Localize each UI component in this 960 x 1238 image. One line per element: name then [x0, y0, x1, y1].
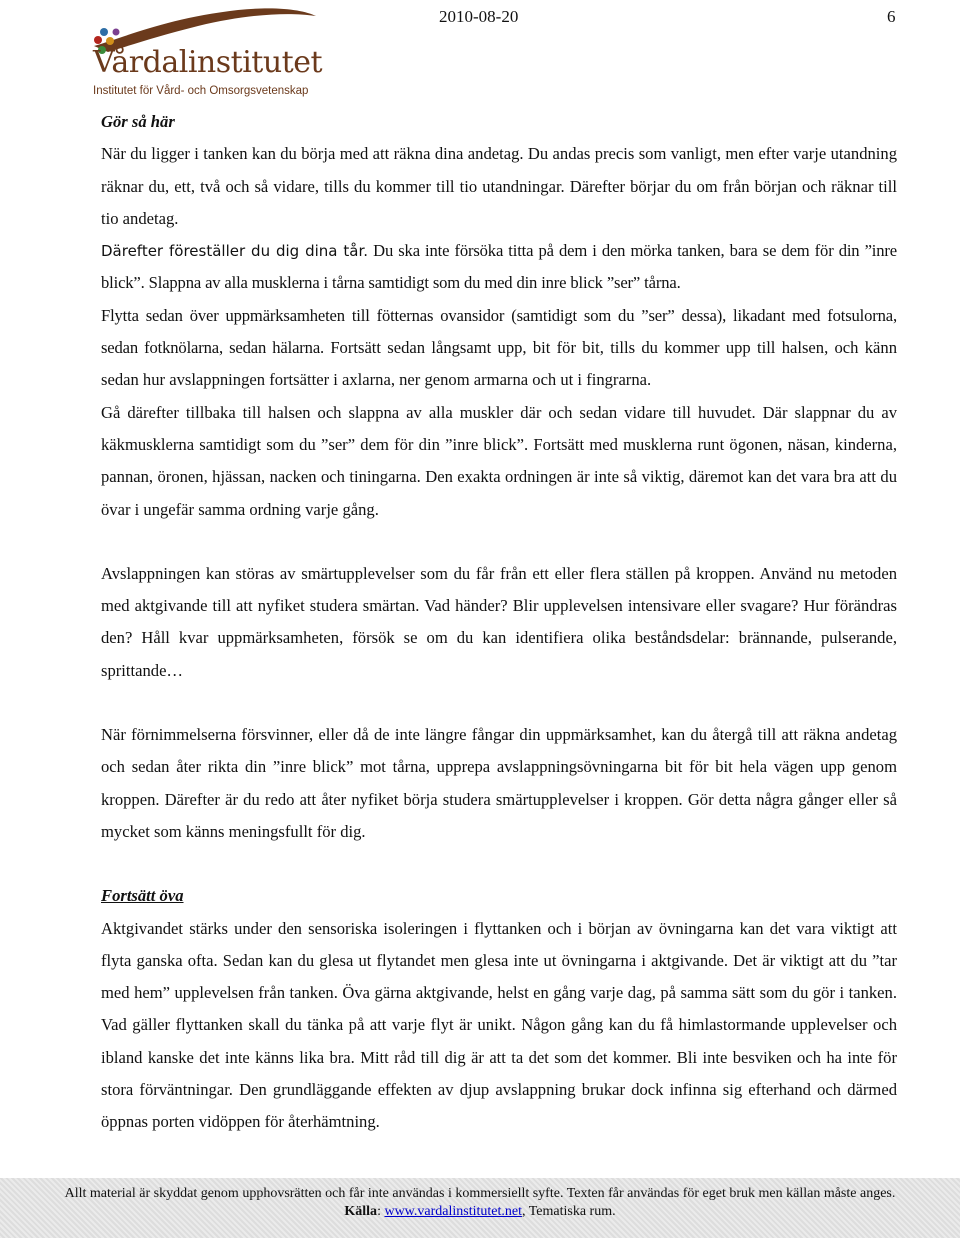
paragraph-toes	[101, 235, 897, 300]
paragraph-gap	[101, 526, 897, 558]
logo-subtitle: Institutet för Vård- och Omsorgsvetenskap	[93, 85, 309, 97]
paragraph-toes-part-a: Därefter föreställer du dig dina tår.	[101, 242, 368, 261]
paragraph-continue: Aktgivandet stärks under den sensoriska isoleringen i flyttanken och i början av övningarna kan det vara viktigt att flyta ganska ofta. Sedan kan du glesa ut flytandet men glesa inte ut övningarna i aktgivande. Det är viktigt att du ”tar med hem” upplevelsen från tanken. Öva gärna aktgivande, helst en gång varje dag, på samma sätt som du gör i tanken. Vad gäller flyttanken skall du tänka på att varje flyt är unikt. Någon gång kan du få himlastormande upplevelser och ibland kanske det inte känns lika bra. Mitt råd till dig är att ta det som det kommer. Bli inte besviken och ha inte för stora förväntningar. Den grundläggande effekten av djup avslappning brukar dock infinna sig efterhand och därmed öppnas porten vidöppen för återhämtning.	[101, 918, 897, 1132]
paragraph-toes-part-b: Du ska inte försöka titta på dem i den mörka tanken, bara se dem för din ”inre blick”.	[101, 241, 897, 293]
paragraph-feet	[101, 300, 897, 397]
paragraph-gap	[101, 687, 897, 719]
paragraph-pain: Avslappningen kan störas av smärtupplevelser som du får från ett eller flera ställen på kroppen. Använd nu metoden med aktgivande till att nyfiket studera smärtan. Vad händer? Blir upplevelsen intensivare eller svagare? Hur förändras den? Håll kvar uppmärksamheten, försök se om du kan identifiera olika beståndsdelar: brännande, pulserande, sprittande…	[101, 563, 897, 680]
source-line	[0, 1203, 960, 1221]
paragraph-neck-head: Gå därefter tillbaka till halsen och slappna av alla muskler där och sedan vidare till huvudet. Där slappnar du av käkmusklerna samtidigt som du ”ser” dem för din ”inre blick”. Fortsätt med musklerna runt ögonen, näsan, kinderna, pannan, öronen, hjässan, nacken och tiningarna. Den exakta ordningen är inte så viktig, däremot kan det vara bra att du övar i ungefär samma ordning varje gång.	[101, 402, 897, 519]
header-date: 2010-08-20	[439, 7, 519, 26]
paragraph-gap	[101, 848, 897, 880]
source-link[interactable]: www.vardalinstitutet.net	[384, 1204, 522, 1219]
document-body	[101, 106, 897, 1139]
vardalinstitutet-logo	[88, 6, 323, 102]
paragraph-return: När förnimmelserna försvinner, eller då de inte längre fångar din uppmärksamhet, kan du återgå till att räkna andetag och sedan åter rikta din ”inre blick” mot tårna, upprepa avslappningsövningarna bit för bit hela vägen upp genom kroppen. Därefter är du redo att åter nyfiket börja studera smärtupplevelser i kroppen. Gör detta några gånger eller så mycket som känns meningsfullt för dig.	[101, 725, 897, 841]
paragraph-feet-part-a: Flytta sedan över uppmärksamheten till fötternas ovansidor (samtidigt som du ”ser” dessa), likadant med fotsulorna, sedan fotknölarna, sedan hälarna.	[101, 305, 897, 358]
source-label: Källa	[344, 1204, 378, 1219]
copyright-notice: Allt material är skyddat genom upphovsrätten och får inte användas i kommersiellt syfte. Texten får användas för eget bruk men källan måste anges.	[64, 1186, 896, 1201]
paragraph-toes-part-c: Slappna av alla musklerna i tårna samtidigt som du med din inre blick ”ser” tårna.	[144, 273, 681, 293]
logo-name: Vårdalinstitutet	[93, 45, 323, 80]
source-rest: , Tematiska rum.	[521, 1204, 616, 1219]
paragraph-feet-part-b: Fortsätt sedan långsamt upp, bit för bit, tills du kommer upp till halsen, och känn sedan hur avslappningen fortsätter i axlarna, ner genom armarna och ut i fingrarna.	[101, 338, 897, 390]
page-number: 6	[887, 7, 896, 26]
source-separator: :	[377, 1204, 385, 1219]
section-heading-gor-sa-har: Gör så här	[101, 112, 175, 131]
section-heading-fortsatt-ova: Fortsätt öva	[101, 886, 184, 906]
paragraph-breathing: När du ligger i tanken kan du börja med att räkna dina andetag. Du andas precis som vanligt, men efter varje utandning räknar du, ett, två och så vidare, tills du kommer till tio utandningar. Därefter börjar du om från början och räknar till tio andetag.	[101, 144, 897, 228]
copyright-footer	[0, 1178, 960, 1238]
